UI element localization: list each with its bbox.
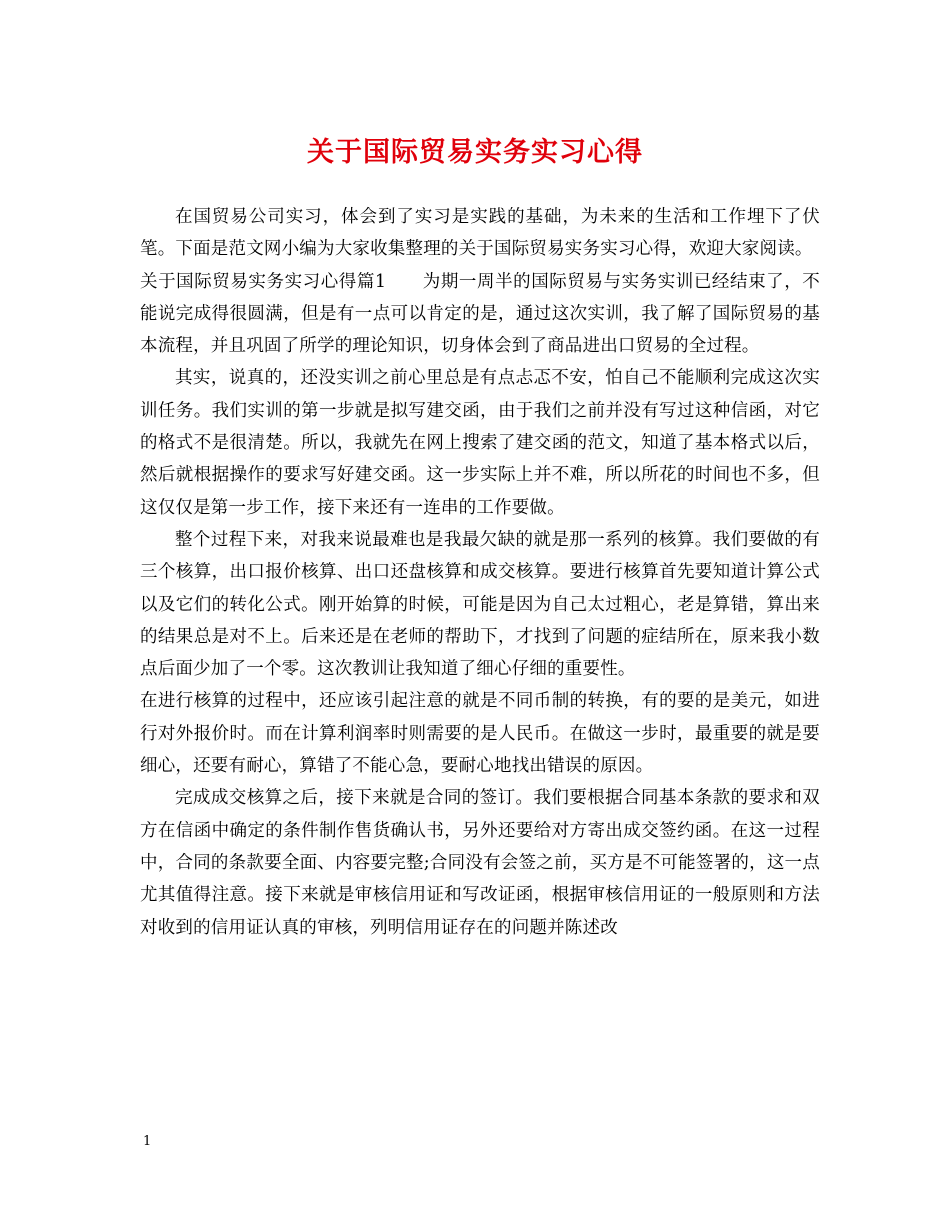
paragraph-section-1: 关于国际贸易实务实习心得篇1 为期一周半的国际贸易与实务实训已经结束了，不能说完成得很圆满，但是有一点可以肯定的是，通过这次实训，我了解了国际贸易的基本流程，并且巩固了所学的理论知识，切身体会到了商品进出口贸易的全过程。 [140, 271, 820, 357]
document-title: 关于国际贸易实务实习心得 [307, 137, 643, 168]
paragraph-intro: 在国贸易公司实习，体会到了实习是实践的基础，为未来的生活和工作埋下了伏笔。下面是范文网小编为大家收集整理的关于国际贸易实务实习心得，欢迎大家阅读。 [140, 207, 820, 260]
page-number: 1 [143, 1134, 152, 1149]
paragraph-2: 其实，说真的，还没实训之前心里总是有点忐忑不安，怕自己不能顺利完成这次实训任务。我们实训的第一步就是拟写建交函，由于我们之前并没有写过这种信函，对它的格式不是很清楚。所以，我就先在网上搜索了建交函的范文，知道了基本格式以后，然后就根据操作的要求写好建交函。这一步实际上并不难，所以所花的时间也不多，但这仅仅是第一步工作，接下来还有一连串的工作要做。 [140, 368, 820, 518]
paragraph-3: 整个过程下来，对我来说最难也是我最欠缺的就是那一系列的核算。我们要做的有三个核算，出口报价核算、出口还盘核算和成交核算。要进行核算首先要知道计算公式以及它们的转化公式。刚开始算的时候，可能是因为自己太过粗心，老是算错，算出来的结果总是对不上。后来还是在老师的帮助下，才找到了问题的症结所在，原来我小数点后面少加了一个零。这次教训让我知道了细心仔细的重要性。 [140, 529, 820, 680]
paragraph-4: 在进行核算的过程中，还应该引起注意的就是不同币制的转换，有的要的是美元，如进行对外报价时。而在计算利润率时则需要的是人民币。在做这一步时，最重要的就是要细心，还要有耐心，算错了不能心急，要耐心地找出错误的原因。 [140, 691, 820, 777]
document-body [140, 201, 820, 944]
paragraph-5: 完成成交核算之后，接下来就是合同的签订。我们要根据合同基本条款的要求和双方在信函中确定的条件制作售货确认书，另外还要给对方寄出成交签约函。在这一过程中，合同的条款要全面、内容要完整;合同没有会签之前，买方是不可能签署的，这一点尤其值得注意。接下来就是审核信用证和写改证函，根据审核信用证的一般原则和方法对收到的信用证认真的审核，列明信用证存在的问题并陈述改 [140, 788, 820, 938]
